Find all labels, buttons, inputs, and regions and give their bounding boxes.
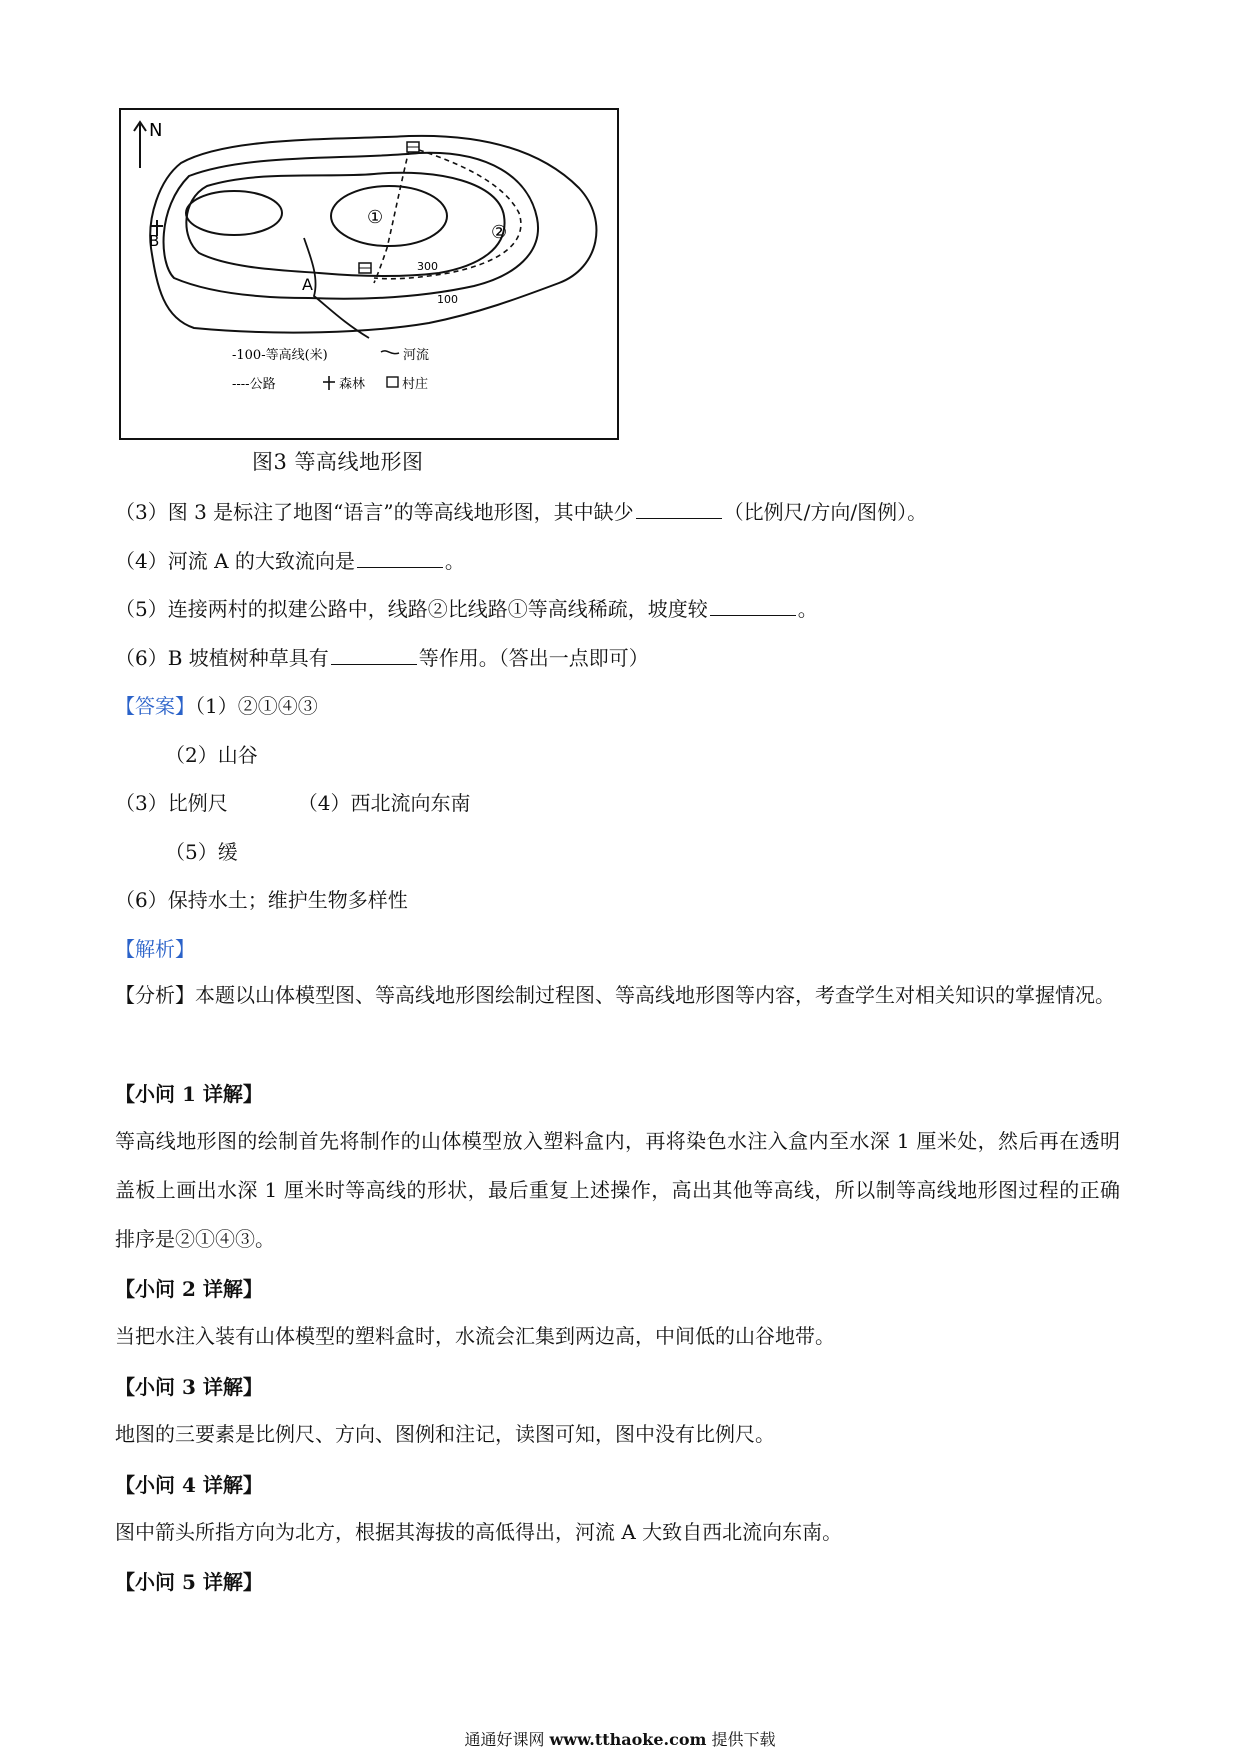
footer-site-link[interactable]: www.tthaoke.com <box>549 1730 707 1749</box>
contour-map-figure <box>119 108 619 440</box>
point-a-label: A <box>302 275 313 294</box>
question-3: （3）图 3 是标注了地图“语言”的等高线地形图，其中缺少 （比例尺/方向/图例）。 <box>115 500 928 524</box>
answer-line-5: （5）缓 <box>165 840 238 864</box>
answer-blank <box>357 547 443 568</box>
sub-question-1-body: 等高线地形图的绘制首先将制作的山体模型放入塑料盒内，再将染色水注入盒内至水深 1 厘米处，然后再在透明盖板上画出水深 1 厘米时等高线的形状，最后重复上述操作，高出其他等高线，所以制等高线地形图过程的正确排序是②①④③。 <box>115 1129 1120 1251</box>
sub-question-3-body: 地图的三要素是比例尺、方向、图例和注记，读图可知，图中没有比例尺。 <box>115 1422 775 1446</box>
sub-question-2-title: 【小问 2 详解】 <box>115 1277 263 1301</box>
village-icon <box>359 263 371 273</box>
legend-village: 村庄 <box>402 377 429 392</box>
legend-road: ----公路 <box>232 377 276 392</box>
answer-tag: 【答案】 <box>115 694 195 718</box>
legend-contour: -100-等高线(米) <box>232 348 328 363</box>
sub-question-3-title: 【小问 3 详解】 <box>115 1375 263 1399</box>
route-2-label: ② <box>491 222 508 243</box>
legend-forest: 森林 <box>339 377 366 392</box>
answer-line-6: （6）保持水土；维护生物多样性 <box>115 888 408 912</box>
north-label: N <box>149 120 163 141</box>
question-4: （4）河流 A 的大致流向是 。 <box>115 549 465 573</box>
village-icon <box>407 142 419 152</box>
figure-caption: 图3 等高线地形图 <box>252 450 424 474</box>
village-legend-icon <box>387 377 398 387</box>
answer-line-1: 【答案】（1）②①④③ <box>115 694 318 718</box>
sub-question-5-title: 【小问 5 详解】 <box>115 1570 263 1594</box>
answer-blank <box>710 595 796 616</box>
contour-map-drawing <box>119 108 619 440</box>
answer-blank <box>331 644 417 665</box>
route-1-label: ① <box>367 207 384 228</box>
question-6: （6）B 坡植树种草具有 等作用。（答出一点即可） <box>115 646 649 670</box>
legend-river: 河流 <box>403 348 430 363</box>
sub-question-2-body: 当把水注入装有山体模型的塑料盒时，水流会汇集到两边高，中间低的山谷地带。 <box>115 1324 835 1348</box>
contour-100-label: 100 <box>437 293 458 306</box>
analysis-intro: 【分析】本题以山体模型图、等高线地形图绘制过程图、等高线地形图等内容，考查学生对相关知识的掌握情况。 <box>115 983 1115 1007</box>
question-5: （5）连接两村的拟建公路中，线路②比线路①等高线稀疏，坡度较 。 <box>115 597 818 621</box>
sub-question-1-title: 【小问 1 详解】 <box>115 1082 263 1106</box>
answer-line-3: （3）比例尺 （4）西北流向东南 <box>115 791 471 815</box>
point-b-label: B <box>149 232 160 250</box>
contour-300-label: 300 <box>417 260 438 273</box>
page-footer: 通通好课网 www.tthaoke.com 提供下载 <box>464 1730 776 1749</box>
analysis-tag: 【解析】 <box>115 937 195 961</box>
sub-question-4-title: 【小问 4 详解】 <box>115 1473 263 1497</box>
answer-blank <box>636 498 722 519</box>
answer-line-2: （2）山谷 <box>165 743 258 767</box>
sub-question-4-body: 图中箭头所指方向为北方，根据其海拔的高低得出，河流 A 大致自西北流向东南。 <box>115 1520 843 1544</box>
